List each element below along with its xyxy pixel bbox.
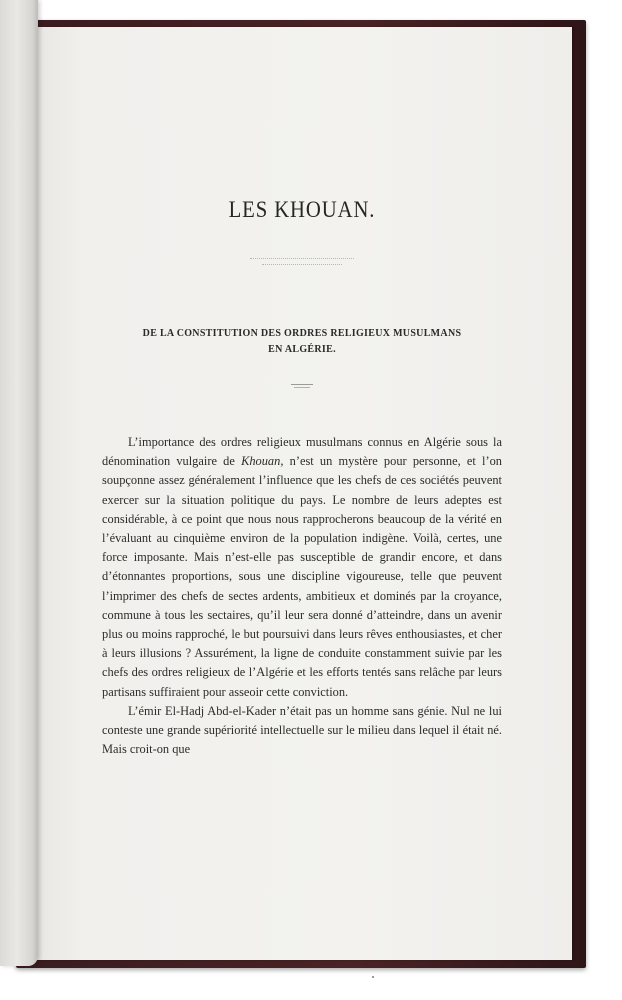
book-page (30, 27, 572, 960)
section-rule (291, 384, 313, 385)
paragraph-1 (102, 433, 502, 702)
title-ornament (250, 255, 354, 269)
paragraph-1-start: L’importance des ordres religieux musulmans connus en Algérie sous la dénomination vulgaire de (102, 435, 502, 469)
paragraph-1-italic-term: Khouan (241, 454, 281, 469)
chapter-heading-line-1: DE LA CONSTITUTION DES ORDRES RELIGIEUX MUSULMANS (142, 328, 462, 339)
paragraph-1-rest: , n’est un mystère pour personne, et l’on soupçonne assez généralement l’influence que les chefs de ces sociétés peuvent exercer sur la situation politique du pays. Le nombre de leurs adeptes est considérable, à ce point que nous nous rapprocherons beaucoup de la vérité en l’évaluant au cinquième environ de la population indigène. Voilà, certes, une force imposante. Mais n’est-elle pas susceptible de grandir encore, et dans d’étonnantes proportions, sous une discipline vigoureuse, telle que peuvent l’imprimer des chefs de sectes ardents, ambitieux et dominés par la croyance, commune à tous les sectaires, qu’il leur sera donné d’atteindre, dans un avenir plus ou moins rapproché, le but poursuivi dans leurs rêves enthousiastes, et cher à leurs illusions ? Assurément, la ligne de conduite constamment suivie par les chefs des ordres religieux de l’Algérie et les efforts tentés sans relâche par leurs partisans suffiraient pour asseoir cette conviction. (102, 454, 502, 699)
dust-speck (372, 976, 374, 978)
body-text (102, 433, 502, 759)
page-title: LES KHOUAN. (228, 197, 376, 222)
paragraph-2: L’émir El-Hadj Abd-el-Kader n’était pas un homme sans génie. Nul ne lui conteste une grande supériorité intellectuelle sur le milieu dans lequel il était né. Mais croit-on que (102, 703, 502, 757)
left-page-edge (0, 0, 38, 966)
chapter-heading (102, 326, 502, 358)
chapter-heading-line-2: EN ALGÉRIE. (268, 344, 336, 355)
page-content (102, 27, 502, 960)
